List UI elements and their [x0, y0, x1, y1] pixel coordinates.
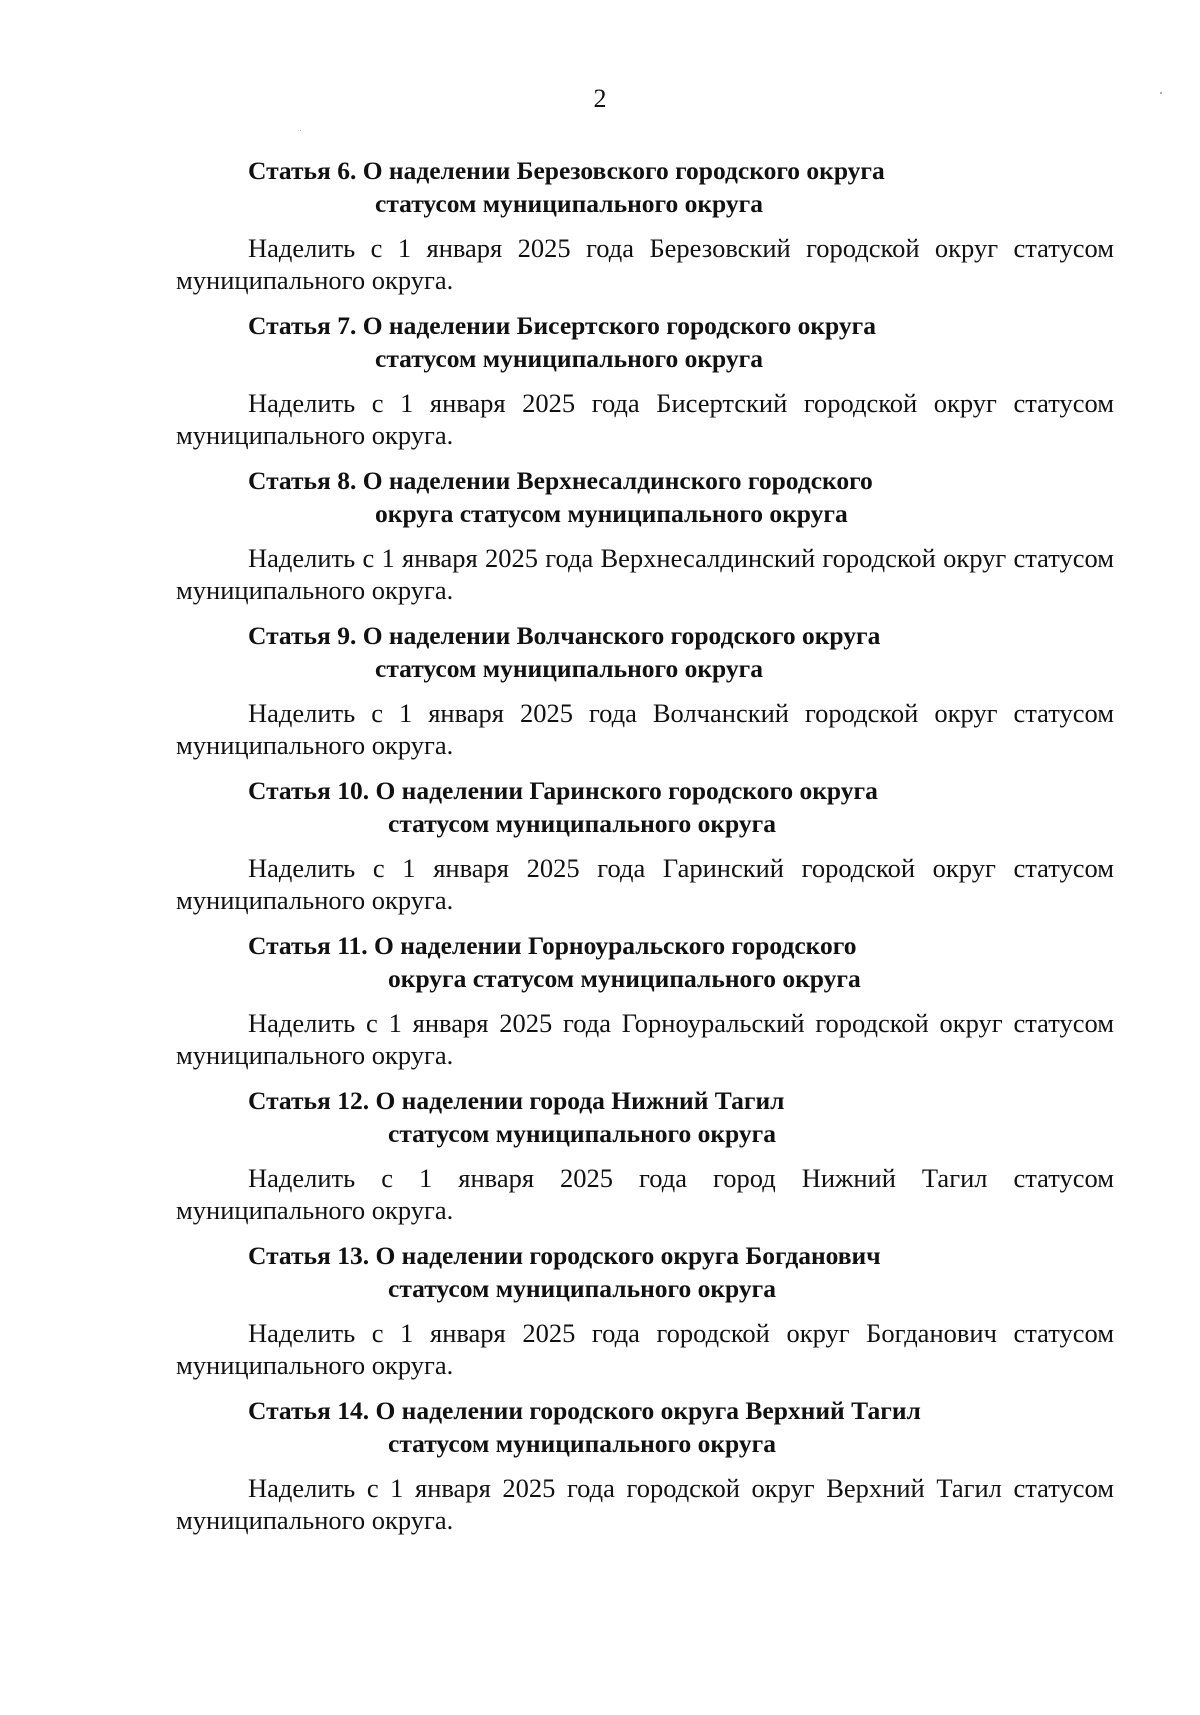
article-text: Наделить с 1 января 2025 года Гаринский городской округ статусом муниципального округа.	[176, 853, 1114, 915]
article-heading-line2: статусом муниципального округа	[388, 1429, 776, 1458]
article-text: Наделить с 1 января 2025 года Волчанский городской округ статусом муниципального округа.	[176, 698, 1114, 760]
article-heading-line2: статусом муниципального округа	[375, 344, 763, 373]
article-heading	[176, 774, 1114, 840]
article-heading-line2: статусом муниципального округа	[388, 1274, 776, 1303]
article-heading	[176, 1239, 1114, 1305]
article-heading	[176, 464, 1114, 530]
scan-speck	[1160, 92, 1162, 94]
article-heading-line2: статусом муниципального округа	[388, 1119, 776, 1148]
article-14	[176, 1394, 1114, 1536]
article-heading	[176, 154, 1114, 220]
article-heading-line1: Статья 10. О наделении Гаринского городского округа	[248, 776, 878, 805]
article-6	[176, 154, 1114, 296]
article-heading-line2: статусом муниципального округа	[388, 809, 776, 838]
article-heading-line1: Статья 6. О наделении Березовского городского округа	[248, 156, 885, 185]
article-9	[176, 619, 1114, 761]
scan-speck	[300, 130, 301, 131]
article-text: Наделить с 1 января 2025 года городской округ Верхний Тагил статусом муниципального округа.	[176, 1473, 1114, 1535]
article-text: Наделить с 1 января 2025 года Верхнесалдинский городской округ статусом муниципального округа.	[176, 543, 1114, 605]
article-heading-line2: округа статусом муниципального округа	[388, 964, 861, 993]
article-heading	[176, 309, 1114, 375]
article-11	[176, 929, 1114, 1071]
article-heading-line1: Статья 7. О наделении Бисертского городского округа	[248, 311, 876, 340]
article-text: Наделить с 1 января 2025 года Горноуральский городской округ статусом муниципального округа.	[176, 1008, 1114, 1070]
article-heading-line1: Статья 9. О наделении Волчанского городского округа	[248, 621, 881, 650]
document-body	[176, 154, 1114, 1549]
article-heading-line1: Статья 8. О наделении Верхнесалдинского городского	[248, 466, 873, 495]
article-text: Наделить с 1 января 2025 года городской округ Богданович статусом муниципального округа.	[176, 1318, 1114, 1380]
article-text: Наделить с 1 января 2025 года Березовский городской округ статусом муниципального округа.	[176, 233, 1114, 295]
article-heading	[176, 1394, 1114, 1460]
article-7	[176, 309, 1114, 451]
article-heading-line1: Статья 11. О наделении Горноуральского городского	[248, 931, 857, 960]
article-heading	[176, 1084, 1114, 1150]
article-heading	[176, 619, 1114, 685]
article-10	[176, 774, 1114, 916]
article-heading-line1: Статья 12. О наделении города Нижний Тагил	[248, 1086, 785, 1115]
article-8	[176, 464, 1114, 606]
article-12	[176, 1084, 1114, 1226]
article-heading	[176, 929, 1114, 995]
article-text: Наделить с 1 января 2025 года город Нижний Тагил статусом муниципального округа.	[176, 1163, 1114, 1225]
article-heading-line2: округа статусом муниципального округа	[375, 499, 848, 528]
article-text: Наделить с 1 января 2025 года Бисертский городской округ статусом муниципального округа.	[176, 388, 1114, 450]
article-heading-line2: статусом муниципального округа	[375, 654, 763, 683]
article-heading-line2: статусом муниципального округа	[375, 189, 763, 218]
article-heading-line1: Статья 14. О наделении городского округа Верхний Тагил	[248, 1396, 921, 1425]
article-heading-line1: Статья 13. О наделении городского округа Богданович	[248, 1241, 881, 1270]
page-number: 2	[593, 84, 607, 113]
article-13	[176, 1239, 1114, 1381]
